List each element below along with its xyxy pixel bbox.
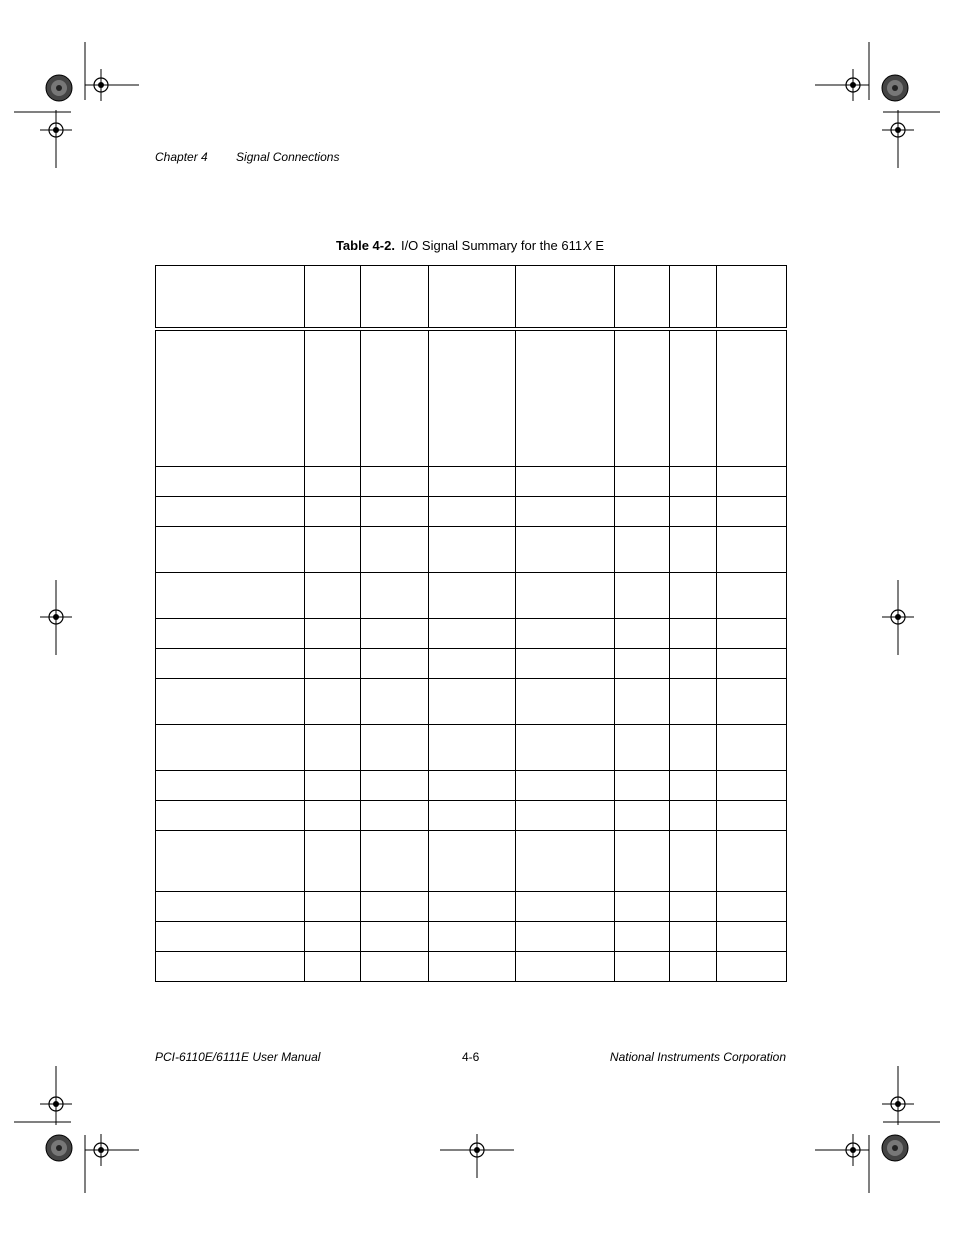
table-cell <box>615 678 670 724</box>
table-cell <box>670 830 717 891</box>
table-cell <box>156 830 305 891</box>
table-cell <box>615 830 670 891</box>
table-cell <box>429 618 516 648</box>
table-caption-variant: X <box>583 238 592 253</box>
table-cell <box>361 648 429 678</box>
table-cell <box>156 921 305 951</box>
table-row <box>156 921 787 951</box>
table-cell <box>361 921 429 951</box>
table-caption-suffix: E <box>591 238 605 253</box>
table-cell <box>305 800 361 830</box>
table-cell <box>429 770 516 800</box>
header-cell <box>717 266 787 330</box>
table-cell <box>717 678 787 724</box>
table-cell <box>670 951 717 981</box>
table-cell <box>516 526 615 572</box>
table-cell <box>156 891 305 921</box>
table-cell <box>305 678 361 724</box>
table-row <box>156 526 787 572</box>
table-cell <box>305 572 361 618</box>
table-cell <box>156 724 305 770</box>
table-cell <box>717 329 787 466</box>
table-cell <box>717 648 787 678</box>
page-footer <box>155 1050 786 1066</box>
table-cell <box>305 618 361 648</box>
table-cell <box>670 618 717 648</box>
table-row <box>156 466 787 496</box>
table-cell <box>717 891 787 921</box>
table-cell <box>516 800 615 830</box>
table-cell <box>670 329 717 466</box>
header-cell <box>615 266 670 330</box>
header-cell <box>429 266 516 330</box>
table-cell <box>670 724 717 770</box>
table-row <box>156 329 787 466</box>
table-cell <box>670 678 717 724</box>
table-cell <box>429 466 516 496</box>
running-header <box>155 150 339 164</box>
table-cell <box>615 770 670 800</box>
table-cell <box>305 329 361 466</box>
table-row <box>156 572 787 618</box>
table-cell <box>429 724 516 770</box>
table-cell <box>516 830 615 891</box>
table-cell <box>361 800 429 830</box>
table-row <box>156 618 787 648</box>
table-row <box>156 648 787 678</box>
table-row <box>156 770 787 800</box>
table-cell <box>429 830 516 891</box>
table-cell <box>361 951 429 981</box>
table-cell <box>305 466 361 496</box>
table-cell <box>156 678 305 724</box>
table-cell <box>615 724 670 770</box>
table-cell <box>615 800 670 830</box>
table-cell <box>516 572 615 618</box>
table-cell <box>717 572 787 618</box>
table-cell <box>670 496 717 526</box>
table-cell <box>615 921 670 951</box>
footer-company: National Instruments Corporation <box>609 1050 786 1064</box>
table-cell <box>305 770 361 800</box>
table-cell <box>156 800 305 830</box>
table-cell <box>305 830 361 891</box>
table-cell <box>670 466 717 496</box>
header-cell <box>670 266 717 330</box>
table-cell <box>615 466 670 496</box>
table-cell <box>156 951 305 981</box>
table-cell <box>615 648 670 678</box>
table-cell <box>516 466 615 496</box>
table-row <box>156 800 787 830</box>
table-cell <box>717 830 787 891</box>
table-cell <box>156 466 305 496</box>
table-cell <box>361 618 429 648</box>
table-cell <box>361 572 429 618</box>
table-cell <box>516 678 615 724</box>
section-title: Signal Connections <box>236 150 340 164</box>
header-cell <box>305 266 361 330</box>
table-row <box>156 830 787 891</box>
table-row <box>156 891 787 921</box>
footer-manual-title: PCI-6110E/6111E User Manual <box>155 1050 321 1064</box>
table-cell <box>717 921 787 951</box>
table-cell <box>516 496 615 526</box>
table-cell <box>670 648 717 678</box>
table-cell <box>156 526 305 572</box>
table-cell <box>305 526 361 572</box>
table-cell <box>156 770 305 800</box>
table-row <box>156 724 787 770</box>
table-cell <box>615 526 670 572</box>
table-header-row <box>156 266 787 330</box>
table-cell <box>717 618 787 648</box>
table-caption-label: Table 4-2. <box>335 238 395 253</box>
table-cell <box>615 329 670 466</box>
table-cell <box>516 724 615 770</box>
table-cell <box>305 496 361 526</box>
table-cell <box>717 526 787 572</box>
table-cell <box>615 572 670 618</box>
table-cell <box>361 526 429 572</box>
table-cell <box>717 770 787 800</box>
table-cell <box>361 724 429 770</box>
table-cell <box>429 648 516 678</box>
table-cell <box>670 770 717 800</box>
table-cell <box>717 951 787 981</box>
table-caption-text: I/O Signal Summary for the 611 <box>400 238 583 253</box>
page-number: 4-6 <box>462 1050 480 1064</box>
table-cell <box>305 951 361 981</box>
table-cell <box>429 951 516 981</box>
table-cell <box>717 496 787 526</box>
table-cell <box>361 496 429 526</box>
table-cell <box>516 921 615 951</box>
table-cell <box>305 921 361 951</box>
table-cell <box>429 572 516 618</box>
table-row <box>156 678 787 724</box>
table-cell <box>670 921 717 951</box>
chapter-label: Chapter 4 <box>155 150 208 164</box>
header-cell <box>156 266 305 330</box>
table-cell <box>156 618 305 648</box>
table-cell <box>516 329 615 466</box>
table-cell <box>429 921 516 951</box>
table-cell <box>615 618 670 648</box>
table-cell <box>156 648 305 678</box>
table-caption <box>0 238 940 253</box>
table-cell <box>361 466 429 496</box>
table-cell <box>361 770 429 800</box>
header-cell <box>361 266 429 330</box>
table-cell <box>305 648 361 678</box>
table-cell <box>429 496 516 526</box>
table-cell <box>429 800 516 830</box>
table-cell <box>156 496 305 526</box>
table-cell <box>516 618 615 648</box>
table-cell <box>615 951 670 981</box>
table-cell <box>516 648 615 678</box>
table-cell <box>516 770 615 800</box>
table-cell <box>670 572 717 618</box>
table-cell <box>670 800 717 830</box>
table-cell <box>516 951 615 981</box>
table-cell <box>615 891 670 921</box>
table-cell <box>717 466 787 496</box>
table-cell <box>670 891 717 921</box>
table-cell <box>156 572 305 618</box>
table-cell <box>670 526 717 572</box>
table-cell <box>429 891 516 921</box>
table-cell <box>717 800 787 830</box>
table-cell <box>717 724 787 770</box>
table-cell <box>305 891 361 921</box>
table-cell <box>305 724 361 770</box>
table-cell <box>429 678 516 724</box>
io-signal-summary-table <box>155 265 787 982</box>
table-cell <box>429 329 516 466</box>
table-cell <box>615 496 670 526</box>
table-cell <box>516 891 615 921</box>
table-cell <box>361 678 429 724</box>
table-cell <box>361 891 429 921</box>
table-cell <box>429 526 516 572</box>
table-cell <box>156 329 305 466</box>
table-cell <box>361 830 429 891</box>
table-row <box>156 951 787 981</box>
table-cell <box>361 329 429 466</box>
header-cell <box>516 266 615 330</box>
table-row <box>156 496 787 526</box>
